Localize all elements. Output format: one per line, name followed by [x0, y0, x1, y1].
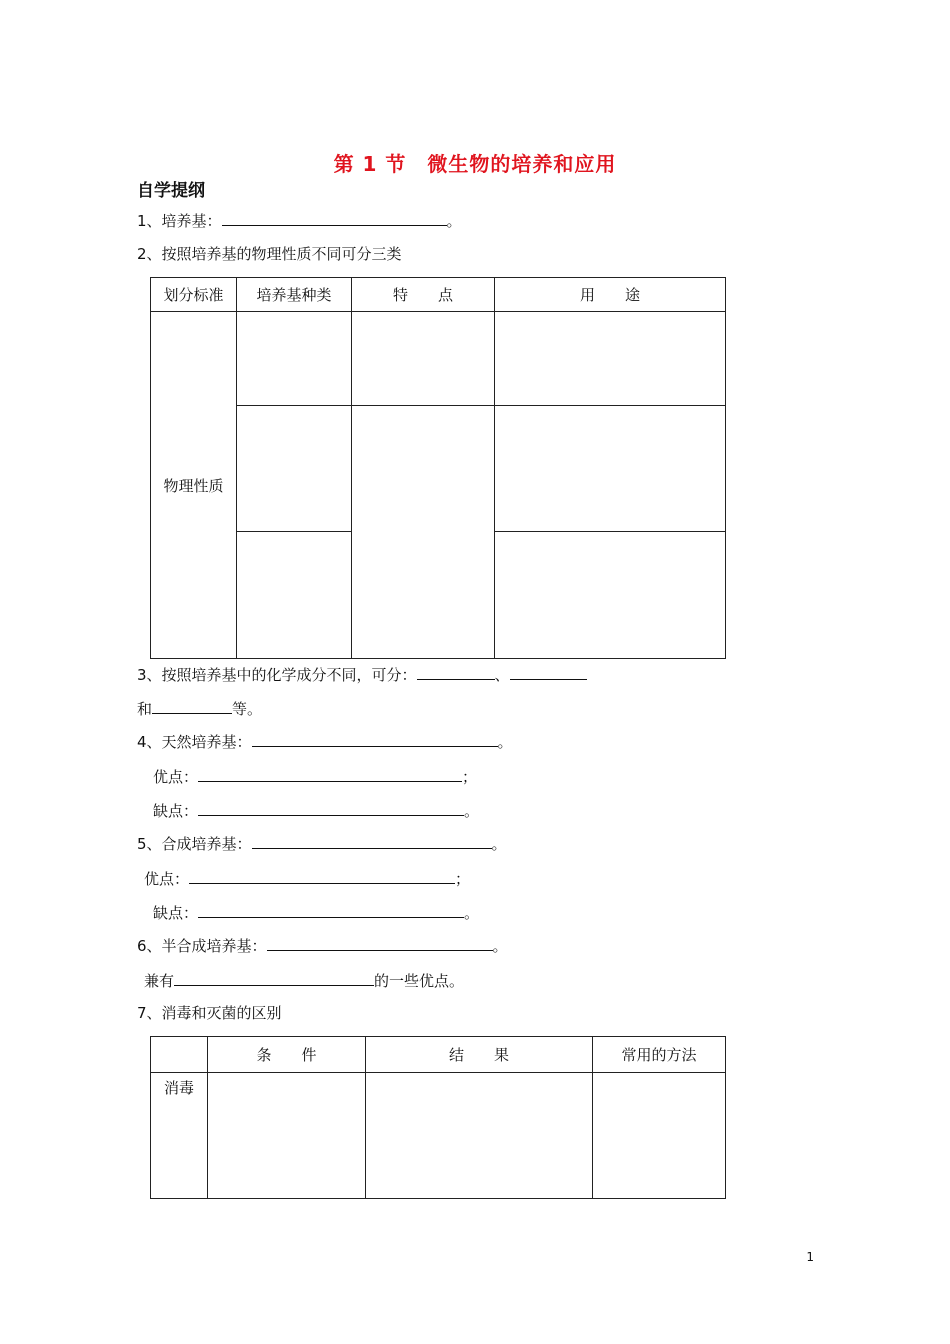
table-header-cell: 划分标准	[151, 278, 237, 312]
table-header-cell: 培养基种类	[237, 278, 352, 312]
item-6-blank-2[interactable]	[174, 970, 374, 986]
empty-cell[interactable]	[495, 312, 726, 406]
page-number: 1	[806, 1250, 814, 1264]
item-4-cons	[153, 800, 479, 821]
cons-label: 缺点：	[153, 802, 199, 820]
item-1-prefix: 1、培养基：	[137, 212, 222, 230]
item-6	[137, 935, 508, 956]
item-3-line-2-prefix: 和	[137, 700, 153, 718]
item-4-suffix: 。	[497, 733, 513, 751]
sterilization-table	[150, 1036, 726, 1199]
empty-cell[interactable]	[593, 1073, 726, 1199]
item-1-suffix: 。	[446, 212, 462, 230]
table-header-cell: 条 件	[208, 1037, 366, 1073]
item-6-line-2-suffix: 的一些优点。	[374, 972, 465, 990]
table-header-cell	[151, 1037, 208, 1073]
item-4-blank[interactable]	[252, 731, 498, 747]
table-row	[151, 406, 726, 532]
item-3	[137, 664, 587, 685]
table-header-cell: 结 果	[366, 1037, 593, 1073]
item-5-blank[interactable]	[252, 833, 492, 849]
item-5	[137, 833, 507, 854]
pros-suffix: ；	[455, 870, 471, 888]
item-5-cons	[153, 902, 479, 923]
item-6-line-2	[144, 970, 464, 991]
empty-cell[interactable]	[366, 1073, 593, 1199]
item-4	[137, 731, 513, 752]
item-3-line-2-suffix: 等。	[232, 700, 263, 718]
table-header-cell: 特 点	[352, 278, 495, 312]
empty-cell[interactable]	[495, 406, 726, 532]
medium-type-table	[150, 277, 726, 659]
pros-suffix: ；	[462, 768, 478, 786]
item-1	[137, 210, 462, 231]
pros-label: 优点：	[153, 768, 199, 786]
item-3-line-2	[137, 698, 262, 719]
empty-cell[interactable]	[208, 1073, 366, 1199]
item-4-pros-blank[interactable]	[198, 766, 462, 782]
item-6-line-2-prefix: 兼有	[144, 972, 175, 990]
item-5-pros-blank[interactable]	[189, 868, 455, 884]
item-5-cons-blank[interactable]	[198, 902, 464, 918]
item-6-blank[interactable]	[267, 935, 493, 951]
item-6-suffix: 。	[492, 937, 508, 955]
cons-label: 缺点：	[153, 904, 199, 922]
cons-suffix: 。	[464, 802, 480, 820]
table-row	[151, 312, 726, 406]
empty-cell[interactable]	[237, 532, 352, 659]
section-heading: 自学提纲	[137, 181, 205, 201]
item-3-separator: 、	[494, 666, 510, 684]
item-4-prefix: 4、天然培养基：	[137, 733, 252, 751]
pros-label: 优点：	[144, 870, 190, 888]
table-row	[151, 1073, 726, 1199]
item-4-cons-blank[interactable]	[198, 800, 464, 816]
category-cell: 物理性质	[151, 312, 237, 659]
item-6-prefix: 6、半合成培养基：	[137, 937, 267, 955]
item-3-blank-1[interactable]	[417, 664, 495, 680]
item-5-pros	[144, 868, 470, 889]
item-3-blank-2[interactable]	[510, 664, 587, 680]
item-5-prefix: 5、合成培养基：	[137, 835, 252, 853]
table-header-cell: 常用的方法	[593, 1037, 726, 1073]
empty-cell[interactable]	[237, 312, 352, 406]
item-3-prefix: 3、按照培养基中的化学成分不同，可分：	[137, 666, 417, 684]
item-1-blank[interactable]	[222, 210, 447, 226]
table-header-row	[151, 278, 726, 312]
empty-cell[interactable]	[495, 532, 726, 659]
row-label-cell: 消毒	[151, 1073, 208, 1199]
empty-cell[interactable]	[352, 406, 495, 659]
empty-cell[interactable]	[237, 406, 352, 532]
page-title: 第 1 节 微生物的培养和应用	[333, 152, 617, 176]
cons-suffix: 。	[464, 904, 480, 922]
table-header-cell: 用 途	[495, 278, 726, 312]
item-7: 7、消毒和灭菌的区别	[137, 1004, 282, 1022]
item-5-suffix: 。	[491, 835, 507, 853]
item-4-pros	[153, 766, 477, 787]
empty-cell[interactable]	[352, 312, 495, 406]
item-2: 2、按照培养基的物理性质不同可分三类	[137, 245, 402, 263]
item-3-blank-3[interactable]	[152, 698, 232, 714]
table-header-row	[151, 1037, 726, 1073]
